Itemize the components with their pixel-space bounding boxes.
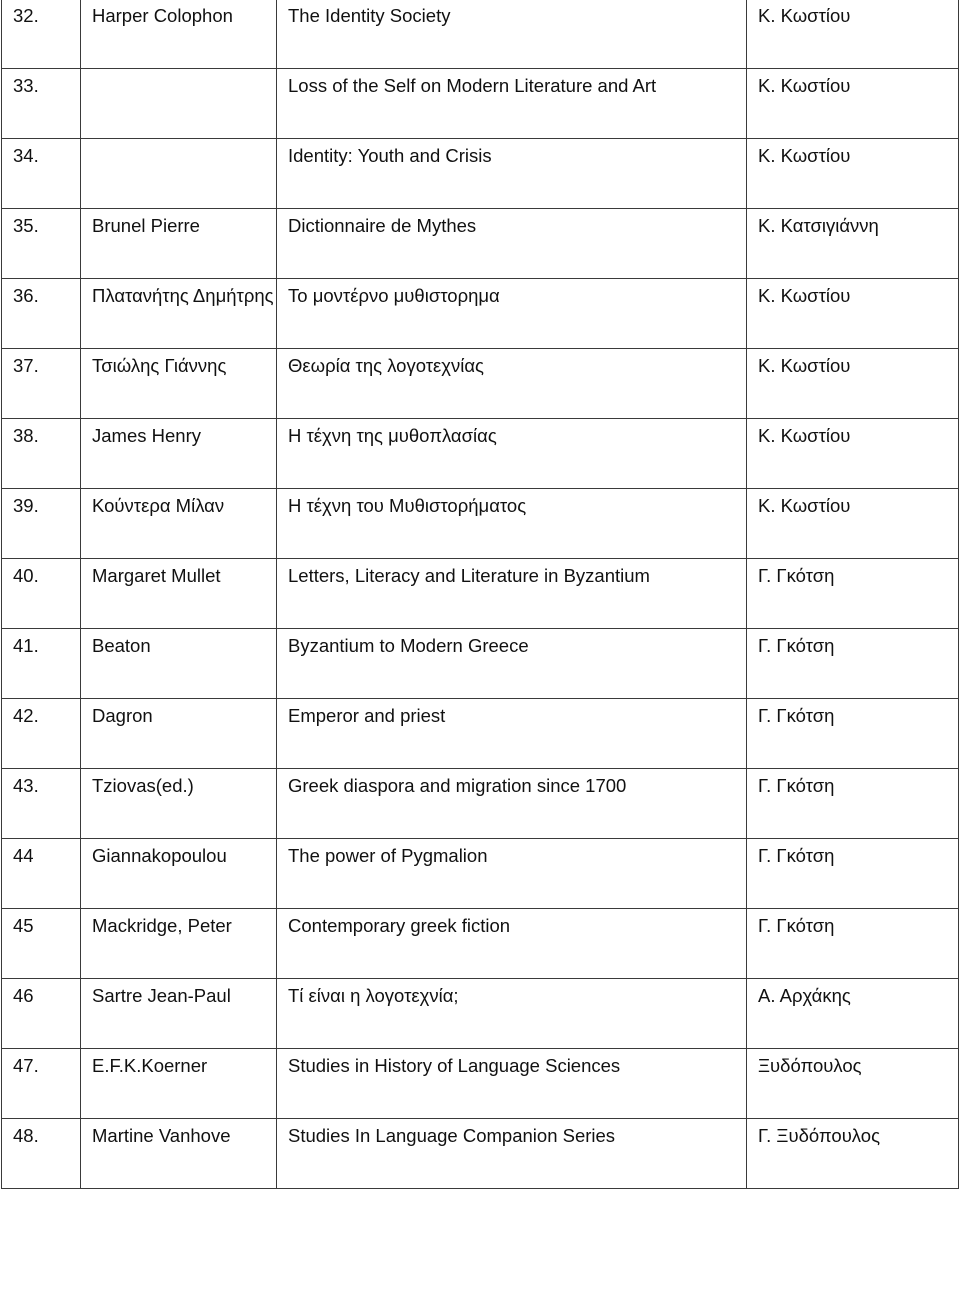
table-row	[2, 629, 959, 699]
title-cell: Loss of the Self on Modern Literature and Art	[277, 69, 747, 139]
author-cell: Margaret Mullet	[81, 559, 277, 629]
row-number: 43.	[2, 769, 81, 839]
title-cell: Greek diaspora and migration since 1700	[277, 769, 747, 839]
row-number: 32.	[2, 0, 81, 69]
responsible-person-cell: Κ. Κωστίου	[747, 69, 959, 139]
author-cell	[81, 139, 277, 209]
responsible-person-cell: Γ. Γκότση	[747, 769, 959, 839]
author-cell: Harper Colophon	[81, 0, 277, 69]
row-number: 39.	[2, 489, 81, 559]
table-row	[2, 559, 959, 629]
title-cell: Contemporary greek fiction	[277, 909, 747, 979]
row-number: 42.	[2, 699, 81, 769]
title-cell: Θεωρία της λογοτεχνίας	[277, 349, 747, 419]
row-number: 33.	[2, 69, 81, 139]
table-row	[2, 1119, 959, 1189]
table-row	[2, 769, 959, 839]
row-number: 47.	[2, 1049, 81, 1119]
table-row	[2, 419, 959, 489]
title-cell: Studies In Language Companion Series	[277, 1119, 747, 1189]
table-row	[2, 839, 959, 909]
table-row	[2, 209, 959, 279]
author-cell: Brunel Pierre	[81, 209, 277, 279]
author-cell: E.F.K.Koerner	[81, 1049, 277, 1119]
author-cell	[81, 69, 277, 139]
responsible-person-cell: Γ. Γκότση	[747, 559, 959, 629]
responsible-person-cell: Γ. Γκότση	[747, 699, 959, 769]
row-number: 45	[2, 909, 81, 979]
book-list-table	[1, 0, 959, 1189]
title-cell: The power of Pygmalion	[277, 839, 747, 909]
title-cell: Dictionnaire de Mythes	[277, 209, 747, 279]
responsible-person-cell: Κ. Κωστίου	[747, 419, 959, 489]
author-cell: Martine Vanhove	[81, 1119, 277, 1189]
title-cell: Identity: Youth and Crisis	[277, 139, 747, 209]
author-cell: Giannakopoulou	[81, 839, 277, 909]
table-row	[2, 279, 959, 349]
table-row	[2, 699, 959, 769]
responsible-person-cell: Γ. Γκότση	[747, 909, 959, 979]
responsible-person-cell: Κ. Κατσιγιάννη	[747, 209, 959, 279]
responsible-person-cell: Κ. Κωστίου	[747, 0, 959, 69]
table-row	[2, 0, 959, 69]
row-number: 38.	[2, 419, 81, 489]
responsible-person-cell: Α. Αρχάκης	[747, 979, 959, 1049]
row-number: 41.	[2, 629, 81, 699]
row-number: 46	[2, 979, 81, 1049]
table-row	[2, 139, 959, 209]
row-number: 44	[2, 839, 81, 909]
responsible-person-cell: Γ. Ξυδόπουλος	[747, 1119, 959, 1189]
author-cell: Πλατανήτης Δημήτρης	[81, 279, 277, 349]
responsible-person-cell: Κ. Κωστίου	[747, 139, 959, 209]
title-cell: Byzantium to Modern Greece	[277, 629, 747, 699]
author-cell: Τσιώλης Γιάννης	[81, 349, 277, 419]
row-number: 35.	[2, 209, 81, 279]
author-cell: James Henry	[81, 419, 277, 489]
row-number: 34.	[2, 139, 81, 209]
title-cell: The Identity Society	[277, 0, 747, 69]
table-row	[2, 1049, 959, 1119]
row-number: 36.	[2, 279, 81, 349]
row-number: 40.	[2, 559, 81, 629]
table-row	[2, 349, 959, 419]
title-cell: Emperor and priest	[277, 699, 747, 769]
author-cell: Beaton	[81, 629, 277, 699]
title-cell: Η τέχνη του Μυθιστορήματος	[277, 489, 747, 559]
author-cell: Mackridge, Peter	[81, 909, 277, 979]
table-row	[2, 909, 959, 979]
author-cell: Dagron	[81, 699, 277, 769]
row-number: 48.	[2, 1119, 81, 1189]
author-cell: Tziovas(ed.)	[81, 769, 277, 839]
responsible-person-cell: Ξυδόπουλος	[747, 1049, 959, 1119]
title-cell: Studies in History of Language Sciences	[277, 1049, 747, 1119]
table-row	[2, 69, 959, 139]
title-cell: Το μοντέρνο μυθιστορημα	[277, 279, 747, 349]
table-row	[2, 489, 959, 559]
row-number: 37.	[2, 349, 81, 419]
title-cell: Τί είναι η λογοτεχνία;	[277, 979, 747, 1049]
title-cell: Letters, Literacy and Literature in Byzantium	[277, 559, 747, 629]
responsible-person-cell: Κ. Κωστίου	[747, 279, 959, 349]
responsible-person-cell: Γ. Γκότση	[747, 839, 959, 909]
responsible-person-cell: Κ. Κωστίου	[747, 489, 959, 559]
table-row	[2, 979, 959, 1049]
responsible-person-cell: Γ. Γκότση	[747, 629, 959, 699]
author-cell: Κούντερα Μίλαν	[81, 489, 277, 559]
author-cell: Sartre Jean-Paul	[81, 979, 277, 1049]
title-cell: Η τέχνη της μυθοπλασίας	[277, 419, 747, 489]
responsible-person-cell: Κ. Κωστίου	[747, 349, 959, 419]
